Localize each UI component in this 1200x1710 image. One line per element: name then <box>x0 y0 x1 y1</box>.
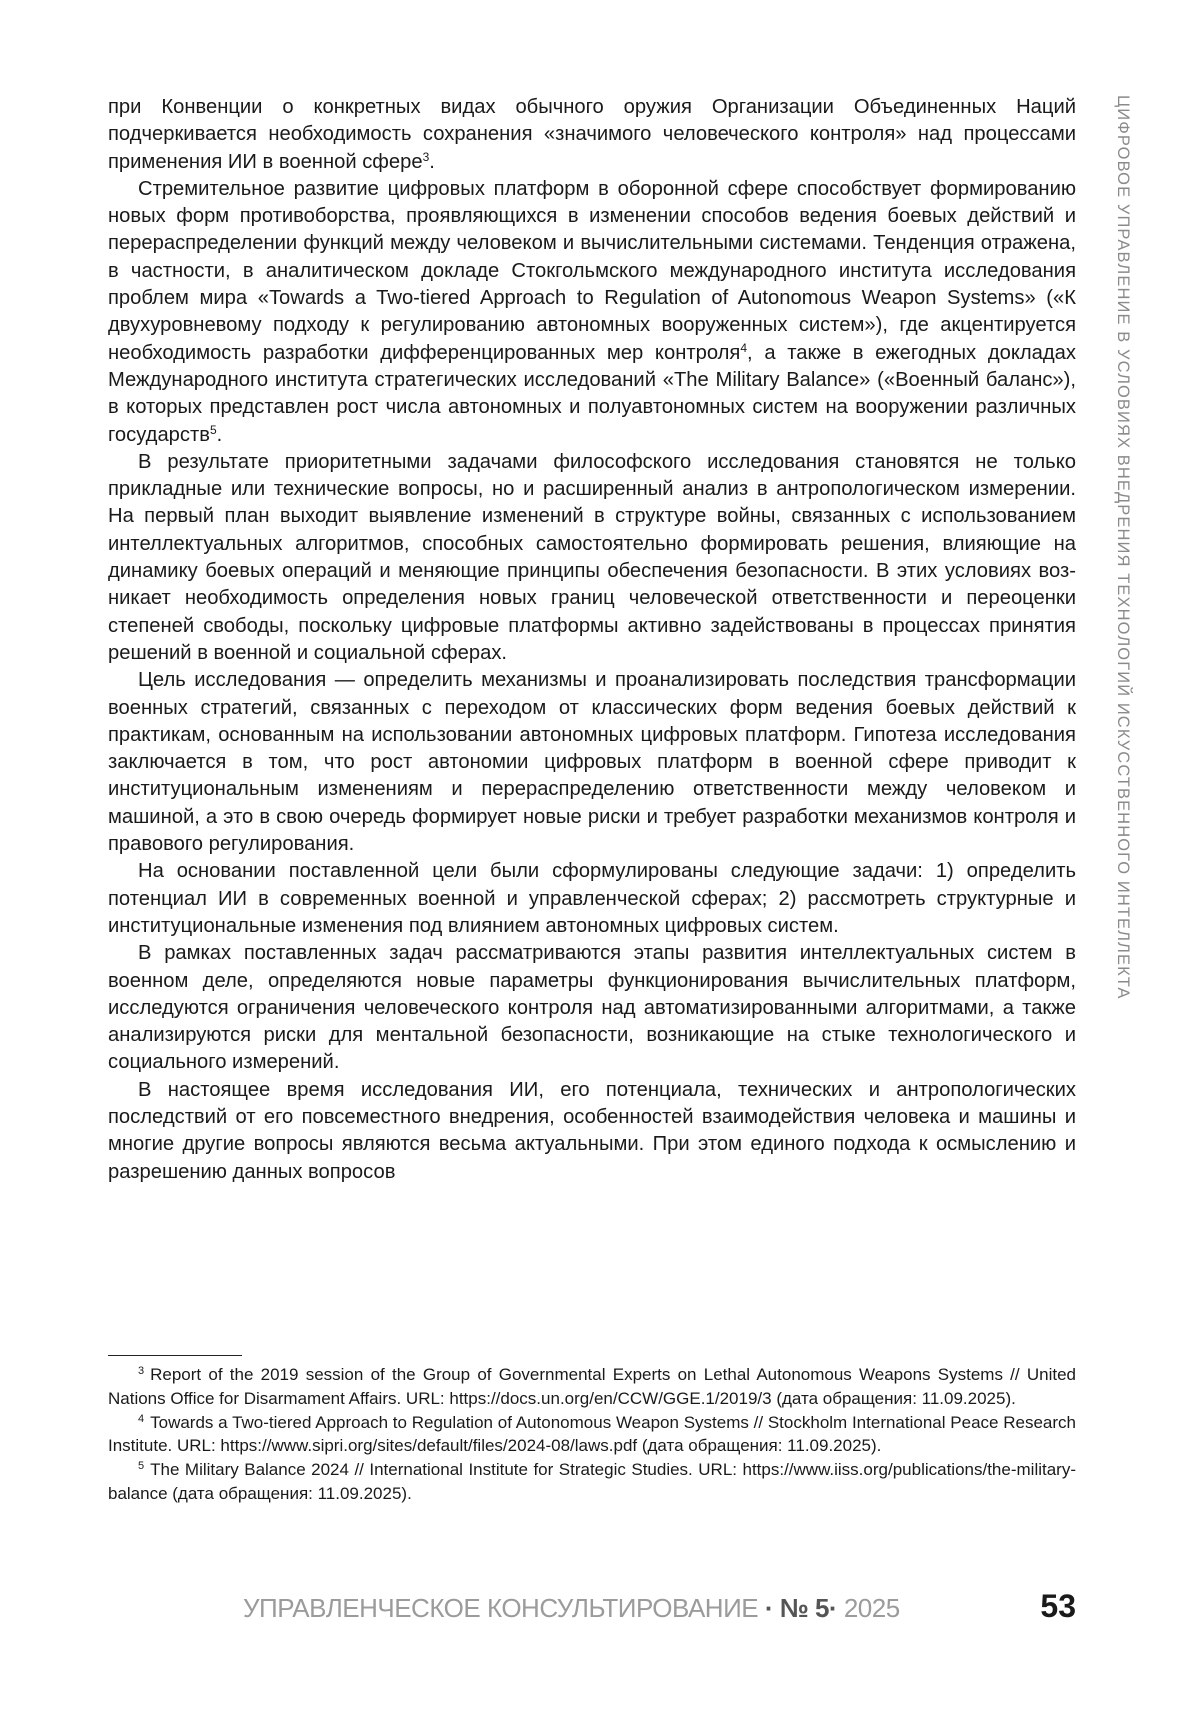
issue-number: № 5 <box>779 1593 829 1623</box>
paragraph: В рамках поставленных задач рассматриваются этапы развития интеллектуальных систем в военном деле, определяются новые параметры функционирования вычислительных платформ, исследуются ограничения человеческого контроля над автоматизированными алгоритмами, а также анализируются риски для ментальной безопасности, возникающие на стыке технологического и социального измерений. <box>108 942 1076 1074</box>
footnote-number: 5 <box>138 1460 145 1473</box>
running-head: ЦИФРОВОЕ УПРАВЛЕНИЕ В УСЛОВИЯХ ВНЕДРЕНИЯ ТЕХНОЛОГИЙ ИСКУССТВЕННОГО ИНТЕЛЛЕКТА <box>1114 95 1132 1000</box>
body-text <box>108 94 1076 1186</box>
paragraph: На основании поставленной цели были сформулированы следующие задачи: 1) определить потенциал ИИ в современных военной и управленческой сферах; 2) рассмотреть структурные и институциональные изменения под влиянием автономных цифровых систем. <box>108 860 1076 937</box>
issue-year: 2025 <box>843 1593 900 1623</box>
paragraph-text: , а также в ежегодных докладах Международного института стратегических исследований «The Military Balance» («Военный баланс»), в которых представлен рост числа автономных и полуавтономных систем на вооружении различных государств <box>108 341 1077 446</box>
paragraph-text: Стремительное развитие цифровых платформ в оборонной сфере способствует формированию новых форм противоборства, проявляющихся в изменении способов ведения боевых действий и перераспределении функций между человеком и вычислительными системами. Тенденция отражена, в частности, в аналитическом докладе Стокгольмского международного института исследования проблем мира «Towards a Two-tiered Approach to Regulation of Autonomous Weapon Systems» («К двухуровневому подходу к регулированию автономных вооруженных систем»), где акцентируется необходимость разработки дифференцированных мер контроля <box>108 177 1076 364</box>
footnote <box>108 1458 1076 1506</box>
journal-footer: УПРАВЛЕНЧЕСКОЕ КОНСУЛЬТИРОВАНИЕ · № 5· 2025 <box>243 1593 900 1623</box>
footnote <box>108 1363 1076 1411</box>
paragraph: В настоящее время исследования ИИ, его потенциала, технических и антропологических последствий от его повсеместного внедрения, особенностей взаимодействия человека и машины и многие другие вопросы являются весьма актуальными. При этом единого подхода к осмыслению и разрешению данных вопросов <box>108 1078 1076 1183</box>
footnotes <box>108 1363 1076 1506</box>
paragraph: Стремительное развитие цифровых платформ в оборонной сфере способствует формированию новых форм противоборства, проявляющихся в изменении способов ведения боевых действий и перераспределении функций между человеком и вычислительными системами. Тенденция отражена, в частности, в аналитическом докладе Стокгольмского международного института исследования проблем мира «Towards a Two-tiered Approach to Regulation of Autonomous Weapon Systems» («К двухуровневому подходу к регулированию автономных вооруженных систем»), где акцентируется необходимость разработки дифференцированных мер контроля$^4$, а также в ежегодных докладах Международного института стратегических исследований «The Military Balance» («Военный баланс»), в которых представлен рост числа автономных и полуавтономных систем на вооружении различных государств$^5$. <box>108 177 1077 446</box>
footnote-ref[interactable]: 4 <box>740 340 748 355</box>
footnote-ref[interactable]: 5 <box>209 422 217 437</box>
footnote-text: Report of the 2019 session of the Group of Governmental Experts on Lethal Autonomous Weapons Systems // United Nations Office for Disarmament Affairs. URL: https://docs.un.org/en/CCW/GGE.1/2019/3 (дата обращения: 11.09.2025). <box>108 1365 1076 1408</box>
paragraph: Цель исследования — определить механизмы и проанализировать последствия трансформации военных стратегий, связанных с переходом от классических форм ведения боевых действий к практикам, основанным на использовании автономных цифровых платформ. Гипотеза исследования заключается в том, что рост автономии цифровых платформ в военной сфере приводит к институциональным изменениям и перераспределению ответственности между человеком и машиной, а это в свою очередь формирует новые риски и требует разработки механизмов контроля и правового регулирования. <box>108 669 1076 856</box>
footnote-number: 3 <box>138 1365 145 1377</box>
footnote-ref[interactable]: 3 <box>422 149 430 164</box>
page-number: 53 <box>1040 1588 1076 1624</box>
paragraph: при Конвенции о конкретных видах обычного оружия Организации Объединенных Наций подчеркивается необходимость сохранения «значимого человеческого контроля» над процессами применения ИИ в военной сфере$^3$. <box>108 96 1076 173</box>
footnote-number: 4 <box>138 1412 145 1425</box>
footnote <box>108 1411 1076 1459</box>
paragraph-text: при Конвенции о конкретных видах обычного оружия Организации Объединенных Наций подчеркивается необходимость сохранения «значимого человеческого контроля» над процессами применения ИИ в военной сфере <box>108 96 1076 173</box>
footnote-divider <box>108 1355 242 1356</box>
footnote-text: Towards a Two-tiered Approach to Regulation of Autonomous Weapon Systems // Stockholm International Peace Research Institute. URL: https://www.sipri.org/sites/default/files/2024-08/laws.pdf (дата обращения: 11.09.2025). <box>108 1412 1076 1456</box>
journal-name: УПРАВЛЕНЧЕСКОЕ КОНСУЛЬТИРОВАНИЕ <box>243 1593 759 1623</box>
paragraph: В результате приоритетными задачами философского исследования становятся не только прикладные или технические вопросы, но и расширенный анализ в антропологическом измерении. На первый план выходит выявление изменений в структуре войны, связанных с использованием интеллектуальных алгоритмов, способных самостоятельно формировать решения, влияющие на динамику боевых операций и меняющие принципы обеспечения безопасности. В этих условиях возникает необходимость определения новых границ человеческой ответственности и переоценки степеней свободы, поскольку цифровые платформы активно задействованы в процессах принятия решений в военной и социальной сферах. <box>108 450 1076 664</box>
footnote-text: The Military Balance 2024 // International Institute for Strategic Studies. URL: https://www.iiss.org/publications/the-military-balance (дата обращения: 11.09.2025). <box>108 1460 1076 1503</box>
